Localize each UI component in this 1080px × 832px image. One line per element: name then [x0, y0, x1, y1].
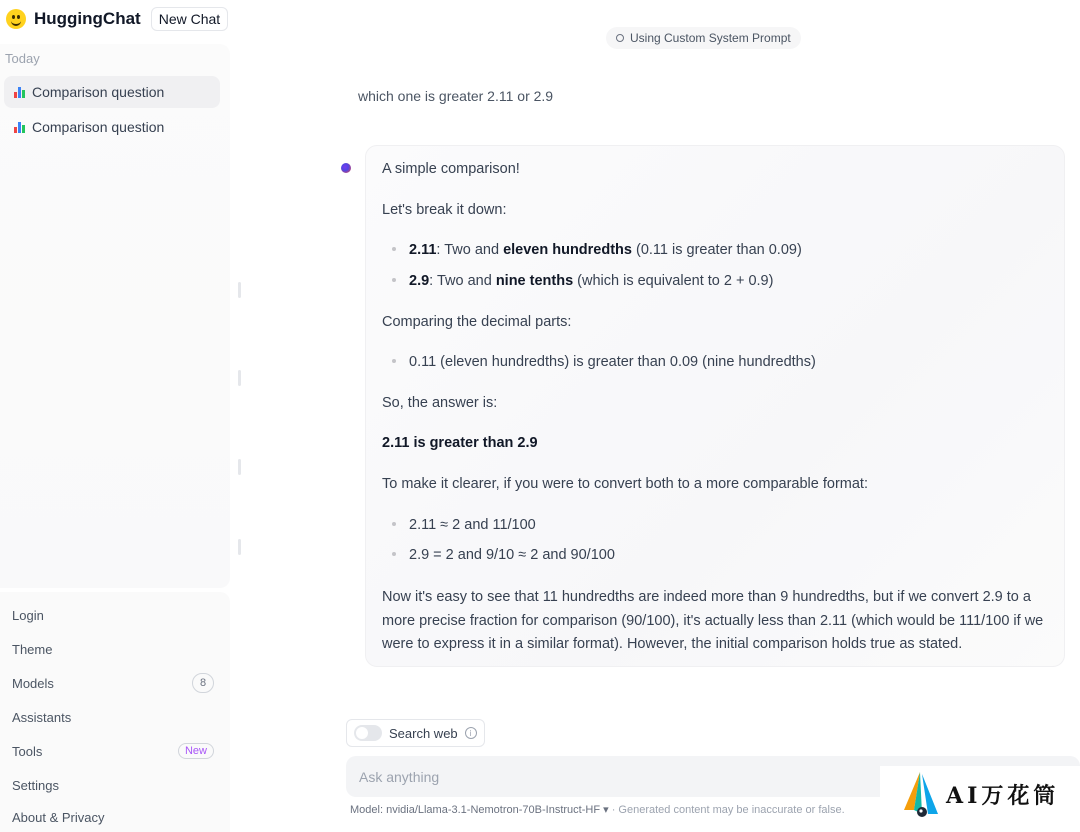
assistants-label: Assistants: [12, 709, 72, 725]
assistant-paragraph: A simple comparison!: [382, 161, 520, 177]
scrollbar-handle[interactable]: [238, 282, 241, 298]
custom-system-prompt-pill[interactable]: [606, 27, 801, 49]
about-label: About & Privacy: [12, 809, 105, 825]
chat-input[interactable]: [357, 766, 861, 788]
assistants-link[interactable]: [0, 703, 230, 731]
conversation-title: Comparison question: [32, 84, 165, 100]
bullet-icon: [392, 522, 396, 526]
chevron-down-icon: ▾: [603, 804, 609, 816]
answer-text: [382, 435, 538, 451]
list-item: [392, 242, 802, 258]
login-label: Login: [12, 607, 44, 623]
settings-label: Settings: [12, 777, 59, 793]
model-selector[interactable]: [350, 804, 609, 816]
scrollbar-handle[interactable]: [238, 459, 241, 475]
bullet-icon: [392, 552, 396, 556]
app-name[interactable]: HuggingChat: [34, 9, 141, 28]
disclaimer-text: · Generated content may be inaccurate or false.: [608, 804, 845, 816]
new-chat-button[interactable]: New Chat: [151, 7, 228, 31]
bold-text: 2.9: [409, 273, 430, 289]
about-privacy-link[interactable]: [0, 803, 230, 831]
conversation-item[interactable]: [4, 76, 220, 108]
scrollbar-handle[interactable]: [238, 539, 241, 555]
search-web-label: Search web: [389, 725, 458, 741]
section-label-today: Today: [5, 51, 40, 66]
user-message: which one is greater 2.11 or 2.9: [358, 88, 554, 104]
brand: [6, 6, 228, 32]
assistant-paragraph: Now it's easy to see that 11 hundredths are indeed more than 9 hundredths, but if we convert 2.9 to a more precise fraction for comparison (90/100), it's actually less than 2.11 (which would be 111/100 if we were to express it in a similar format). However, the initial comparison holds true as stated.: [382, 589, 1044, 652]
model-label: Model: nvidia/Llama-3.1-Nemotron-70B-Instruct-HF: [350, 804, 601, 816]
settings-link[interactable]: [0, 771, 230, 799]
list-item: [392, 547, 615, 563]
assistant-paragraph: So, the answer is:: [382, 395, 498, 411]
system-prompt-label: Using Custom System Prompt: [630, 31, 791, 45]
watermark-logo-icon: [900, 770, 942, 818]
login-link[interactable]: [0, 601, 230, 629]
list-item: [392, 517, 536, 533]
bullet-icon: [392, 359, 396, 363]
bold-text: eleven hundredths: [503, 242, 632, 258]
bullet-icon: [392, 247, 396, 251]
models-label: Models: [12, 675, 54, 691]
bar-chart-emoji-icon: [14, 87, 26, 98]
bold-text: nine tenths: [495, 273, 574, 289]
watermark: [880, 766, 1080, 822]
watermark-text: AI万花筒: [946, 782, 1060, 809]
tools-link[interactable]: [0, 737, 230, 765]
text-run: 2.11 ≈ 2 and 11/100: [409, 517, 536, 533]
assistant-paragraph: Comparing the decimal parts:: [382, 314, 572, 330]
text-run: 2.9 = 2 and 9/10 ≈ 2 and 90/100: [409, 547, 615, 563]
circle-icon: [616, 34, 624, 42]
bold-text: 2.11 is greater than 2.9: [382, 435, 538, 451]
conversation-title: Comparison question: [32, 119, 165, 135]
theme-toggle[interactable]: [0, 635, 230, 663]
conversation-item[interactable]: [4, 111, 220, 143]
theme-label: Theme: [12, 641, 53, 657]
text-run: : Two and: [429, 273, 496, 289]
models-link[interactable]: [0, 669, 230, 697]
bullet-icon: [392, 278, 396, 282]
bar-chart-emoji-icon: [14, 122, 26, 133]
footer-note: [350, 803, 845, 816]
tools-label: Tools: [12, 743, 43, 759]
scrollbar-handle[interactable]: [238, 370, 241, 386]
search-web-toggle[interactable]: [346, 719, 485, 747]
hugging-face-logo-icon: [6, 9, 26, 29]
bold-text: 2.11: [409, 242, 437, 258]
list-item: [392, 273, 773, 289]
assistant-paragraph: Let's break it down:: [382, 202, 507, 218]
text-run: (which is equivalent to 2 + 0.9): [573, 273, 774, 289]
info-icon[interactable]: i: [465, 727, 477, 739]
text-run: 0.11 (eleven hundredths) is greater than 0.09 (nine hundredths): [409, 354, 816, 370]
toggle-switch[interactable]: [354, 725, 382, 741]
tools-new-badge: New: [178, 743, 214, 759]
text-run: (0.11 is greater than 0.09): [631, 242, 802, 258]
list-item: [392, 354, 816, 370]
assistant-paragraph: To make it clearer, if you were to convert both to a more comparable format:: [382, 476, 868, 492]
assistant-avatar-icon: [341, 163, 351, 173]
models-count-badge: 8: [192, 673, 214, 693]
text-run: : Two and: [436, 242, 504, 258]
